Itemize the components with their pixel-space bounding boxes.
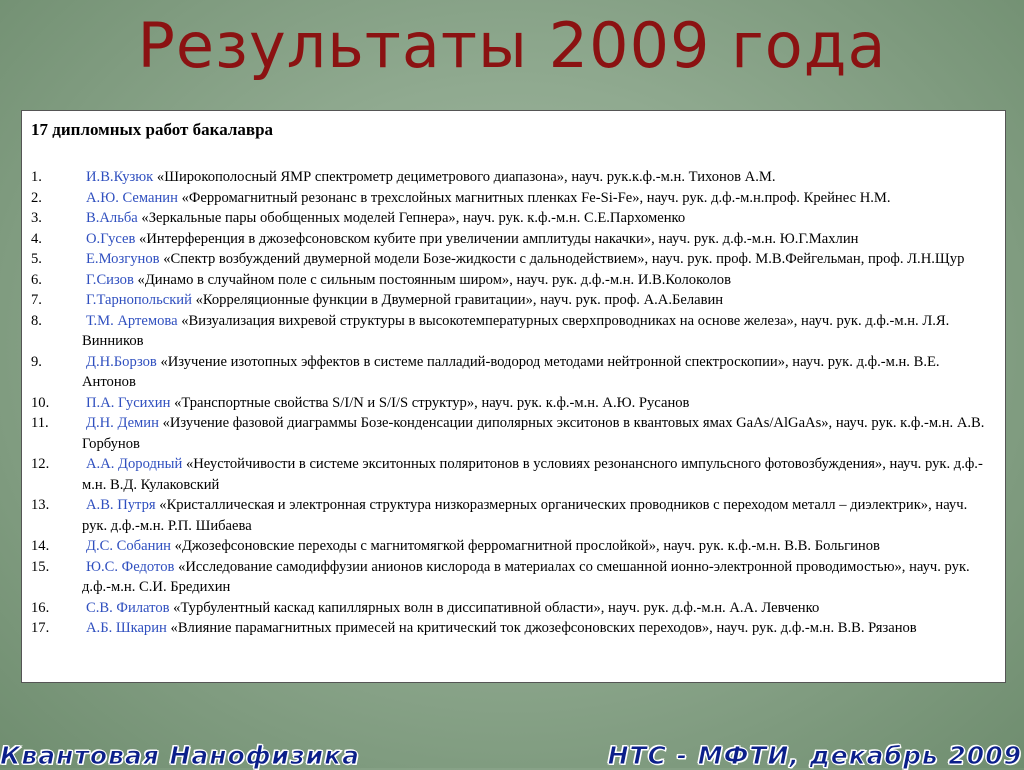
item-author: В.Альба: [86, 210, 138, 226]
item-author: А.В. Путря: [86, 497, 156, 513]
item-number: 16.: [31, 599, 50, 616]
footer-left-label: Квантовая Нанофизика: [0, 741, 360, 770]
item-author: П.А. Гусихин: [86, 394, 171, 411]
footer-right-label: НТС - МФТИ, декабрь 2009: [607, 741, 1022, 770]
item-number: 13.: [31, 497, 50, 513]
list-item: [31, 352, 996, 393]
item-number: 11.: [31, 415, 49, 431]
item-author: А.Ю. Семанин: [86, 189, 178, 206]
item-author: О.Гусев: [86, 230, 136, 247]
item-number: 1.: [31, 169, 42, 185]
item-text: «Кристаллическая и электронная структура низкоразмерных органических проводников с переходом металл – диэлектрик», науч. рук. д.ф.-м.н. Р.П. Шибаева: [82, 497, 968, 534]
list-heading: 17 дипломных работ бакалавра: [31, 120, 274, 139]
item-text: «Изучение изотопных эффектов в системе палладий-водород методами нейтронной спектроскопии», науч. рук. д.ф.-м.н. В.Е. Антонов: [82, 353, 940, 390]
list-item: [31, 454, 996, 495]
item-text: «Турбулентный каскад капиллярных волн в диссипативной области», науч. рук. д.ф.-м.н. А.А. Левченко: [173, 599, 820, 616]
item-body: [82, 393, 996, 414]
item-author: Д.Н. Демин: [86, 415, 159, 431]
list-item: [31, 208, 996, 229]
item-body: [82, 557, 996, 598]
item-author: А.А. Дородный: [86, 456, 183, 472]
item-text: «Исследование самодиффузии анионов кислорода в материалах со смешанной ионно-электронной проводимостью», науч. рук. д.ф.-м.н. С.И. Бредихин: [82, 558, 970, 595]
item-number: 2.: [31, 189, 42, 206]
list-item: [31, 229, 996, 250]
item-number: 14.: [31, 538, 50, 554]
item-text: «Ферромагнитный резонанс в трехслойных магнитных пленках Fe-Si-Fe», науч. рук. д.ф.-м.н.проф. Крейнес Н.М.: [181, 189, 891, 206]
item-body: [82, 311, 996, 352]
item-number: 5.: [31, 251, 42, 267]
item-body: [82, 188, 996, 209]
item-text: «Спектр возбуждений двумерной модели Бозе-жидкости с дальнодействием», науч. рук. проф. М.В.Фейгельман, проф. Л.Н.Щур: [163, 251, 965, 267]
list-item: [31, 393, 996, 414]
item-author: С.В. Филатов: [86, 599, 170, 616]
list-item: [31, 618, 996, 639]
item-text: «Изучение фазовой диаграммы Бозе-конденсации диполярных экситонов в квантовых ямах GaAs/AlGaAs», науч. рук. к.ф.-м.н. А.В. Горбунов: [82, 415, 985, 452]
item-text: «Интерференция в джозефсоновском кубите при увеличении амплитуды накачки», науч. рук. д.ф.-м.н. Ю.Г.Махлин: [139, 230, 859, 247]
item-author: Г.Сизов: [86, 271, 134, 288]
list-item: [31, 270, 996, 291]
item-number: 8.: [31, 312, 42, 329]
item-text: «Неустойчивости в системе экситонных поляритонов в условиях резонансного импульсного фотовозбуждения», науч. рук. д.ф.-м.н. В.Д. Кулаковский: [82, 456, 983, 493]
item-author: И.В.Кузюк: [86, 169, 154, 185]
item-number: 7.: [31, 292, 42, 308]
item-number: 4.: [31, 230, 42, 247]
item-body: [82, 536, 996, 557]
item-body: [82, 229, 996, 250]
item-body: [82, 598, 996, 619]
item-number: 3.: [31, 210, 42, 226]
item-body: [82, 352, 996, 393]
item-text: «Широкополосный ЯМР спектрометр дециметрового диапазона», науч. рук.к.ф.-м.н. Тихонов А.М.: [156, 169, 776, 185]
item-number: 10.: [31, 394, 50, 411]
item-body: [82, 167, 996, 188]
item-author: Д.Н.Борзов: [86, 353, 157, 370]
list-item: [31, 557, 996, 598]
list-item: [31, 311, 996, 352]
item-text: «Корреляционные функции в Двумерной гравитации», науч. рук. проф. А.А.Белавин: [195, 292, 724, 308]
item-author: А.Б. Шкарин: [86, 620, 167, 636]
list-item: [31, 495, 996, 536]
list-item: [31, 536, 996, 557]
item-body: [82, 249, 996, 270]
item-text: «Влияние парамагнитных примесей на критический ток джозефсоновских переходов», науч. рук. д.ф.-м.н. В.В. Рязанов: [170, 620, 917, 636]
item-body: [82, 208, 996, 229]
item-text: «Визуализация вихревой структуры в высокотемпературных сверхпроводниках на основе железа», науч. рук. д.ф.-м.н. Л.Я. Винников: [82, 312, 950, 349]
slide-title: Результаты 2009 года: [137, 9, 887, 82]
thesis-list: [31, 167, 996, 639]
item-author: Д.С. Собанин: [86, 538, 171, 554]
item-body: [82, 270, 996, 291]
item-text: «Динамо в случайном поле с сильным постоянным широм», науч. рук. д.ф.-м.н. И.В.Колоколов: [137, 271, 731, 288]
list-item: [31, 598, 996, 619]
list-item: [31, 413, 996, 454]
item-number: 15.: [31, 558, 50, 575]
item-body: [82, 495, 996, 536]
item-text: «Джозефсоновские переходы с магнитомягкой ферромагнитной прослойкой», науч. рук. к.ф.-м.н. В.В. Больгинов: [174, 538, 880, 554]
item-body: [82, 454, 996, 495]
list-item: [31, 167, 996, 188]
item-author: Ю.С. Федотов: [86, 558, 175, 575]
item-body: [82, 413, 996, 454]
item-text: «Транспортные свойства S/I/N и S/I/S структур», науч. рук. к.ф.-м.н. А.Ю. Русанов: [174, 394, 690, 411]
item-body: [82, 290, 996, 311]
list-item: [31, 249, 996, 270]
item-number: 9.: [31, 353, 42, 370]
item-author: Е.Мозгунов: [86, 251, 160, 267]
item-author: Г.Тарнопольский: [86, 292, 192, 308]
item-number: 17.: [31, 620, 50, 636]
list-item: [31, 188, 996, 209]
item-number: 6.: [31, 271, 42, 288]
item-author: Т.М. Артемова: [86, 312, 178, 329]
item-number: 12.: [31, 456, 50, 472]
list-item: [31, 290, 996, 311]
item-body: [82, 618, 996, 639]
item-text: «Зеркальные пары обобщенных моделей Гепнера», науч. рук. к.ф.-м.н. С.Е.Пархоменко: [141, 210, 686, 226]
